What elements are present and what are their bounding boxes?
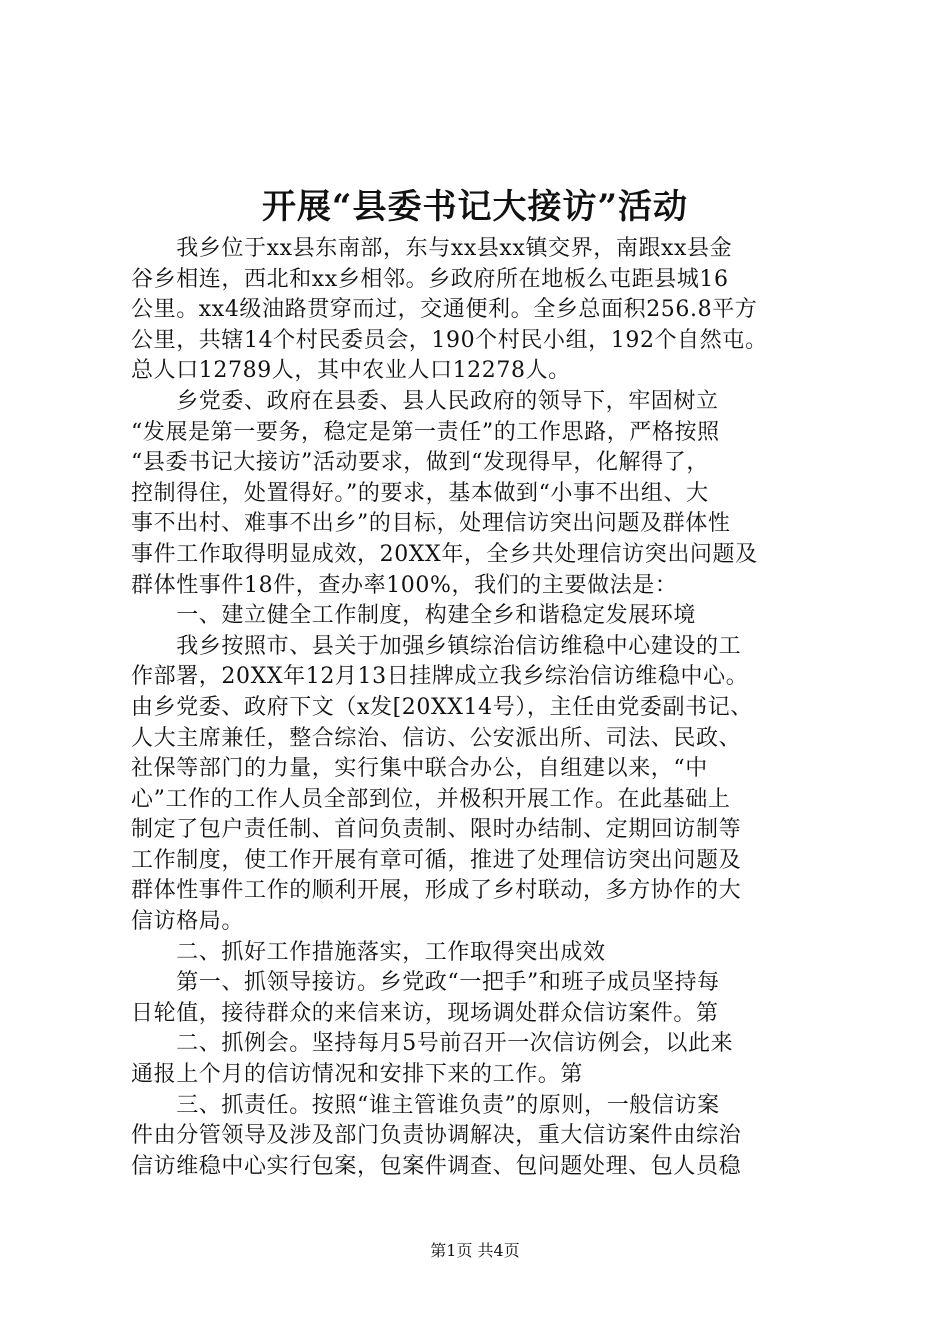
body-line: 第一、抓领导接访。乡党政“一把手”和班子成员坚持每 [131,970,720,996]
body-line: 公里，共辖14个村民委员会，190个村民小组，192个自然屯。 [131,327,768,353]
body-line: “发展是第一要务，稳定是第一责任”的工作思路，严格按照 [131,419,720,445]
body-line: 心”工作的工作人员全部到位，并极积开展工作。在此基础上 [131,786,731,812]
body-line: 一、建立健全工作制度，构建全乡和谐稳定发展环境 [131,603,697,629]
body-line: “县委书记大接访”活动要求，做到“发现得早，化解得了， [131,450,709,476]
body-line: 乡党委、政府在县委、县人民政府的领导下，牢固树立 [131,388,719,414]
body-line: 三、抓责任。按照“谁主管谁负责”的原则，一般信访案 [131,1092,720,1118]
body-line: 二、抓例会。坚持每月5号前召开一次信访例会，以此来 [131,1031,734,1057]
body-line: 制定了包户责任制、首问负责制、限时办结制、定期回访制等 [131,817,742,843]
body-line: 我乡位于xx县东南部，东与xx县xx镇交界，南跟xx县金 [131,236,733,261]
body-line: 群体性事件工作的顺利开展，形成了乡村联动，多方协作的大 [131,878,742,904]
body-line: 二、抓好工作措施落实，工作取得突出成效 [131,939,606,965]
document-title: 开展“县委书记大接访”活动 [261,187,689,227]
body-line: 公里。xx4级油路贯穿而过，交通便利。全乡总面积256.8平方 [131,297,758,323]
body-line: 谷乡相连，西北和xx乡相邻。乡政府所在地板么屯距县城16 [131,266,729,292]
body-line: 社保等部门的力量，实行集中联合办公，自组建以来，“中 [131,756,708,782]
body-line: 控制得住，处置得好。”的要求，基本做到“小事不出组、大 [131,480,709,506]
body-line: 信访格局。 [131,909,245,935]
body-line: 件由分管领导及涉及部门负责协调解决，重大信访案件由综治 [131,1123,742,1149]
body-line: 事不出村、难事不出乡”的目标，处理信访突出问题及群体性 [131,511,731,537]
body-line: 工作制度，使工作开展有章可循，推进了处理信访突出问题及 [131,847,742,873]
page-footer: 第1页 共4页 [430,1241,520,1260]
body-line: 总人口12789人，其中农业人口12278人。 [131,358,571,384]
body-line: 日轮值，接待群众的来信来访，现场调处群众信访案件。第 [131,1000,719,1026]
body-line: 事件工作取得明显成效，20XX年，全乡共处理信访突出问题及 [131,541,758,567]
body-line: 信访维稳中心实行包案，包案件调查、包问题处理、包人员稳 [131,1153,742,1179]
body-line: 人大主席兼任，整合综治、信访、公安派出所、司法、民政、 [131,725,742,751]
body-line: 作部署，20XX年12月13日挂牌成立我乡综治信访维稳中心。 [131,664,749,690]
document-body [131,234,831,1182]
body-line: 我乡按照市、县关于加强乡镇综治信访维稳中心建设的工 [131,633,742,659]
body-line: 通报上个月的信访情况和安排下来的工作。第 [131,1062,584,1088]
body-line: 由乡党委、政府下文（x发[20XX14号），主任由党委副书记、 [131,694,753,720]
body-line: 群体性事件18件，查办率100%，我们的主要做法是： [131,572,678,598]
